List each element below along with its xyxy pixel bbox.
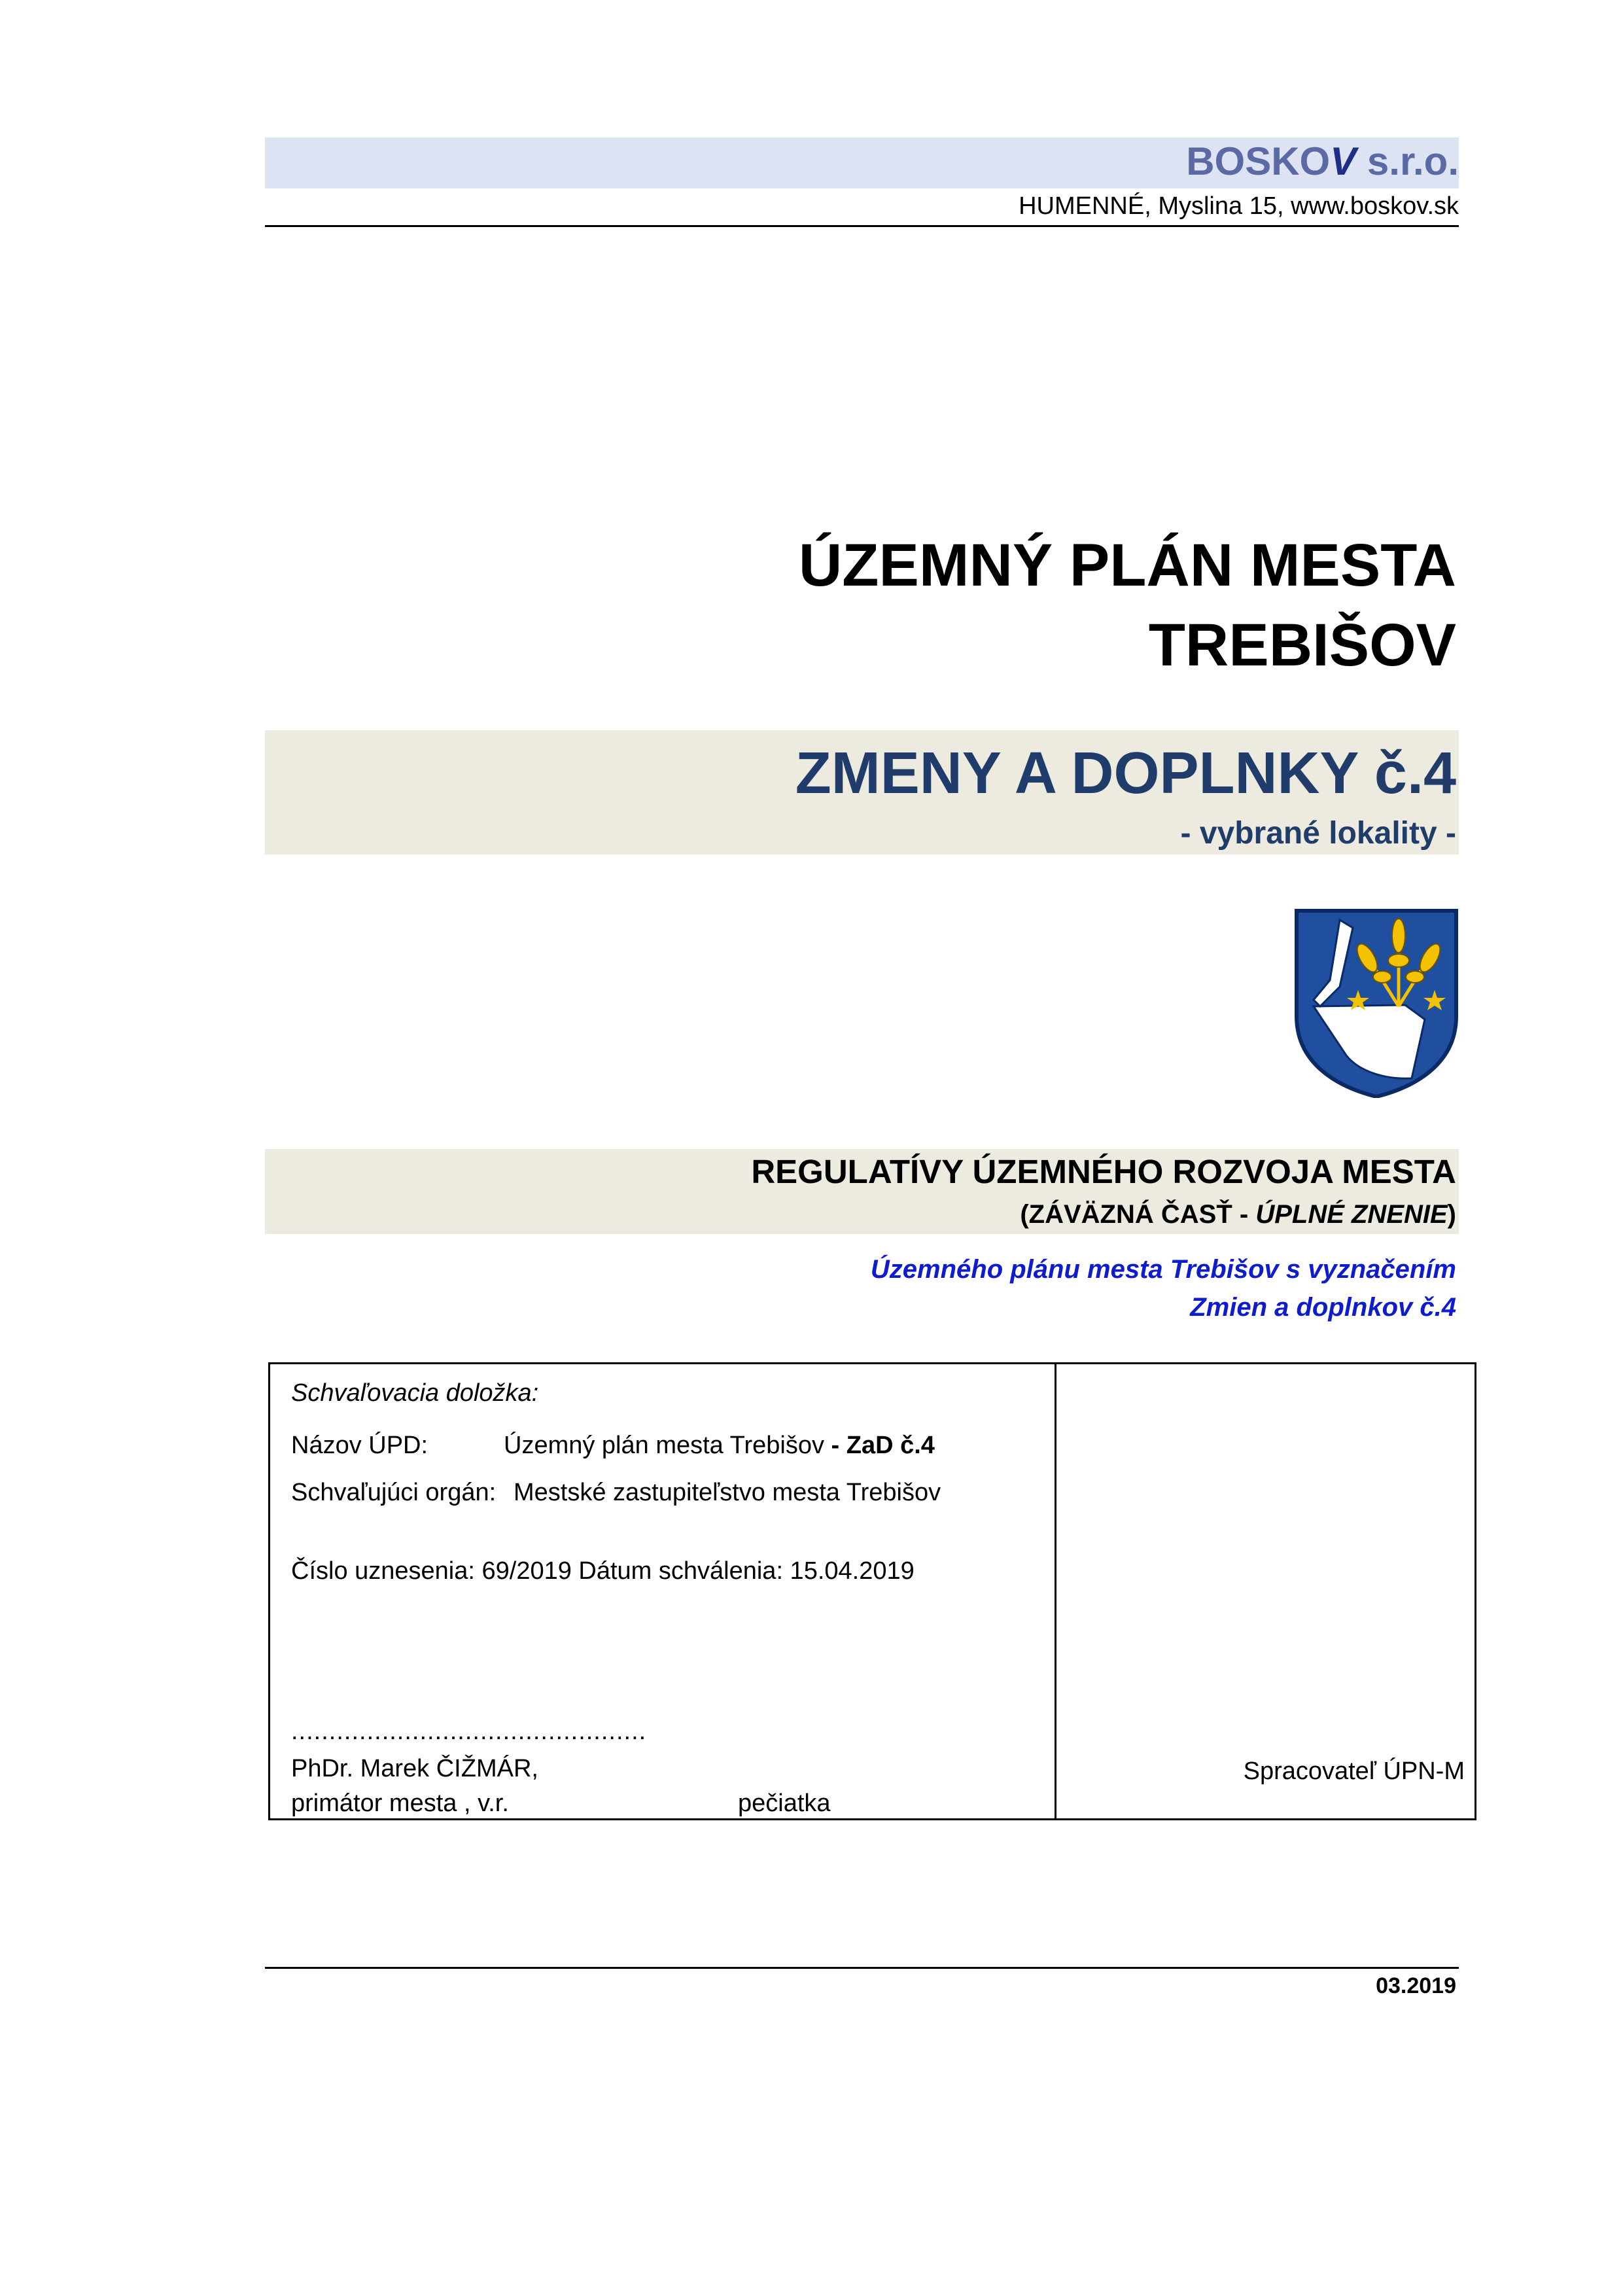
document-date: 03.2019 — [1376, 1973, 1456, 1998]
mayor-name: PhDr. Marek ČIŽMÁR, — [291, 1755, 538, 1782]
plan-note-line2: Zmien a doplnkov č.4 — [1190, 1293, 1456, 1322]
footer-rule — [265, 1967, 1459, 1969]
document-title-line1: ÚZEMNÝ PLÁN MESTA — [798, 532, 1456, 599]
header-rule — [265, 225, 1459, 227]
changes-title: ZMENY A DOPLNKY č.4 — [795, 741, 1456, 806]
resolution-info: Číslo uznesenia: 69/2019 Dátum schválenia: 15.04.2019 — [291, 1557, 915, 1585]
regulatives-subtitle: (ZÁVÄZNÁ ČASŤ - ÚPLNÉ ZNENIE) — [1020, 1200, 1456, 1229]
upd-name-value: Územný plán mesta Trebišov - ZaD č.4 — [504, 1432, 935, 1459]
processor-label: Spracovateľ ÚPN-M — [1243, 1757, 1465, 1785]
approval-clause-title: Schvaľovacia doložka: — [291, 1379, 539, 1407]
approval-clause-box — [268, 1362, 1476, 1820]
company-name: BOSKOV s.r.o. — [1186, 139, 1459, 183]
changes-subtitle: - vybrané lokality - — [1180, 816, 1456, 851]
document-title-line2: TREBIŠOV — [1148, 612, 1456, 679]
mayor-role: primátor mesta , v.r. — [291, 1790, 509, 1817]
signature-line: ............................................... — [291, 1718, 647, 1745]
plan-note-line1: Územného plánu mesta Trebišov s vyznačením — [870, 1255, 1456, 1284]
approving-body-value: Mestské zastupiteľstvo mesta Trebišov — [514, 1479, 941, 1506]
company-address: HUMENNÉ, Myslina 15, www.boskov.sk — [1019, 192, 1459, 220]
approving-body-label: Schvaľujúci orgán: — [291, 1479, 497, 1506]
regulatives-title: REGULATÍVY ÚZEMNÉHO ROZVOJA MESTA — [751, 1153, 1456, 1190]
trebisov-coat-of-arms-icon — [1294, 908, 1459, 1098]
approval-box-divider — [1055, 1362, 1056, 1820]
stamp-label: pečiatka — [738, 1790, 831, 1817]
upd-name-label: Názov ÚPD: — [291, 1432, 428, 1459]
